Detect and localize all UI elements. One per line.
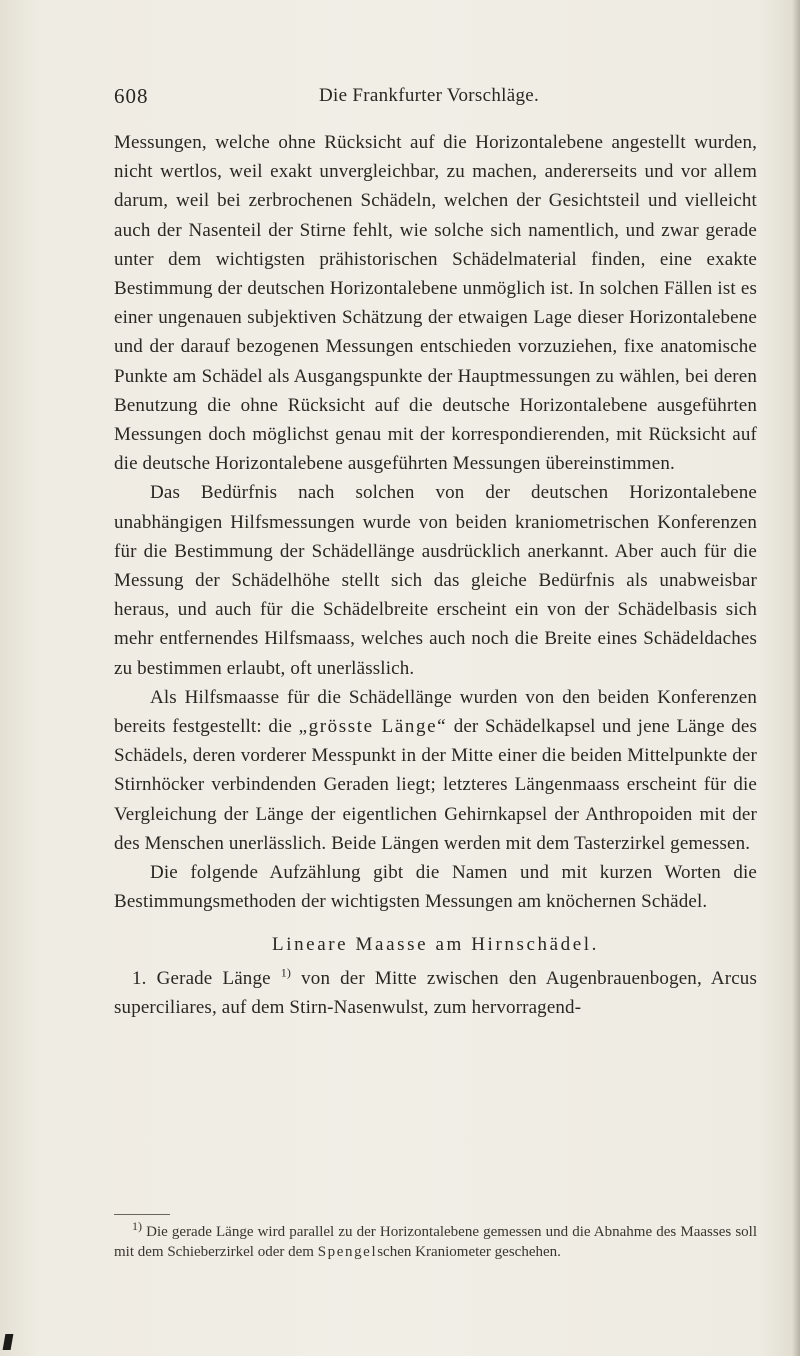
- list-item-number: 1.: [132, 967, 147, 989]
- list-item-1: [114, 964, 757, 1022]
- footnote-reference: 1): [280, 965, 292, 980]
- body-text: [114, 128, 757, 1022]
- paragraph-3-before-quote: Als Hilfsmaasse für die Schädellänge wurden von den beiden Konferenzen bereits festgestellt: die: [114, 686, 757, 738]
- footnote: [114, 1219, 757, 1262]
- paragraph-1: Messungen, welche ohne Rücksicht auf die Horizontalebene angestellt wurden, nicht wertlos, weil exakt unvergleichbar, zu machen, andererseits und vor allem darum, weil bei zerbrochenen Schädeln, welchen der Gesichtsteil und vielleicht auch der Nasenteil der Stirne fehlt, wie solche sich namentlich, und zwar gerade unter dem wichtigsten prähistorischen Schädelmaterial finden, eine exakte Bestimmung der deutschen Horizontalebene unmöglich ist. In solchen Fällen ist es einer ungenauen subjektiven Schätzung der etwaigen Lage dieser Horizontalebene und der darauf bezogenen Messungen entschieden vorzuziehen, fixe anatomische Punkte am Schädel als Ausgangspunkte der Hauptmessungen zu wählen, bei deren Benutzung die ohne Rücksicht auf die deutsche Horizontalebene ausgeführten Messungen doch möglichst genau mit der korrespondierenden, mit Rücksicht auf die deutsche Horizontalebene ausgeführten Messungen übereinstimmen.: [114, 132, 757, 475]
- running-title: Die Frankfurter Vorschläge.: [319, 85, 540, 106]
- page-number: 608: [114, 84, 149, 108]
- paragraph-3: [114, 683, 757, 858]
- page-header: [114, 84, 714, 112]
- footnote-name: Spengel: [317, 1244, 378, 1260]
- page-edge-shadow: [792, 0, 800, 1356]
- section-heading: Lineare Maasse am Hirnschädel.: [271, 934, 599, 956]
- footnote-marker: 1): [132, 1219, 142, 1233]
- footnote-text-before: Die gerade Länge wird parallel zu der Horizontalebene gemessen und die Abnahme des Maasses soll mit dem Schieberzirkel oder dem: [114, 1224, 757, 1260]
- footnote-text-after: schen Kraniometer geschehen.: [377, 1244, 561, 1260]
- list-item-text: von der Mitte zwischen den Augenbrauenbogen, Arcus superciliares, auf dem Stirn-Nasenwulst, zum hervorragend-: [114, 967, 758, 1018]
- paragraph-3-after-quote: der Schädelkapsel und jene Länge des Schädels, deren vorderer Messpunkt in der Mitte einer die beiden Mittelpunkte der Stirnhöcker verbindenden Geraden liegt; letzteres Längenmaass erscheint für die Vergleichung der Länge der eigentlichen Gehirnkapsel der Anthropoiden mit der des Menschen unerlässlich. Beide Längen werden mit dem Tasterzirkel gemessen.: [114, 716, 757, 854]
- paragraph-2: Das Bedürfnis nach solchen von der deutschen Horizontalebene unabhängigen Hilfsmessungen wurde von beiden kraniometrischen Konferenzen für die Bestimmung der Schädellänge ausdrücklich anerkannt. Aber auch für die Messung der Schädelhöhe stellt sich das gleiche Bedürfnis als unabweisbar heraus, und auch für die Schädelbreite erscheint ein von der Schädelbasis sich mehr entfernendes Hilfsmaass, welches auch noch die Breite eines Schädeldaches zu bestimmen erlaubt, oft unerlässlich.: [114, 482, 757, 679]
- quoted-term: „grösste Länge“: [298, 716, 448, 738]
- footnote-rule: [114, 1214, 170, 1215]
- list-item-lead: Gerade Länge: [156, 967, 271, 989]
- paragraph-4: Die folgende Aufzählung gibt die Namen und mit kurzen Worten die Bestimmungsmethoden der wichtigsten Messungen am knöchernen Schädel.: [114, 862, 757, 913]
- corner-ink-mark: [3, 1334, 14, 1350]
